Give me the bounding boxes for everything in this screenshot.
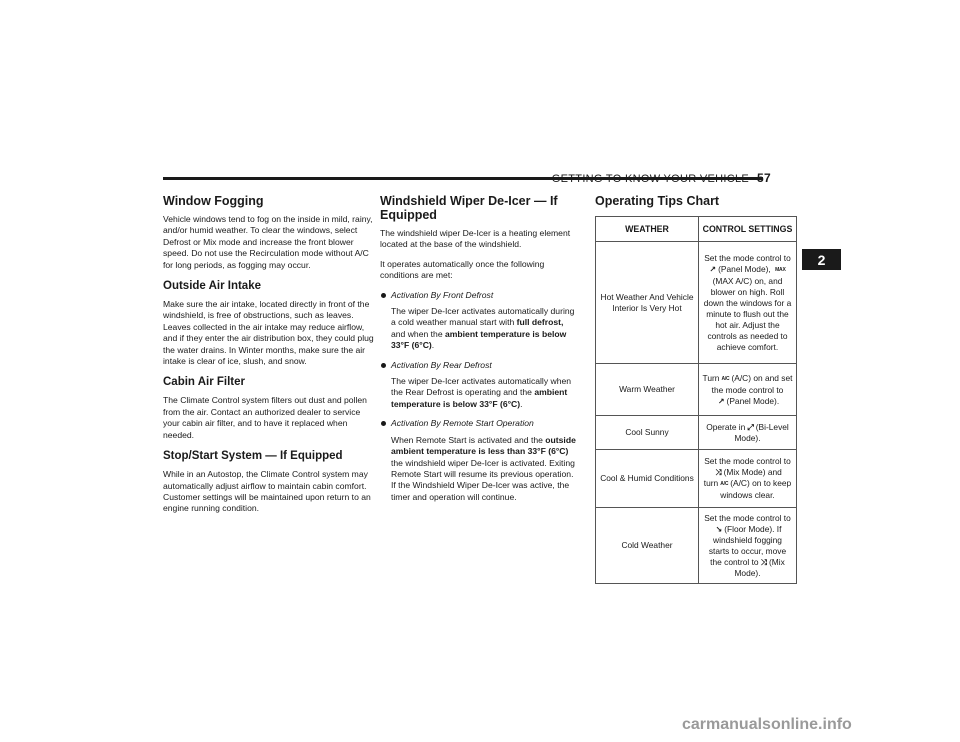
text-window-fogging: Vehicle windows tend to fog on the inside in mild, rainy, and/or humid weather. To clear the windows, select Defrost or Mix mode and increase the front blower speed. Do not use the Recirculation mode without A/C for long periods, as fogging may occur. xyxy=(163,214,373,270)
max-ac-icon: MAX xyxy=(775,266,786,273)
table-row xyxy=(596,450,797,508)
bullet-rear-defrost: Activation By Rear Defrost xyxy=(380,360,580,371)
cell-settings: Turn A/C (A/C) on and set the mode control to ↗ (Panel Mode). xyxy=(699,364,797,416)
watermark: carmanualsonline.info xyxy=(682,716,852,733)
text-cabin-filter: The Climate Control system filters out dust and pollen from the air. Contact an authorized dealer to service your cabin air filter, and to have it replaced when needed. xyxy=(163,395,367,440)
heading-outside-air: Outside Air Intake xyxy=(163,280,261,293)
heading-wiper-deicer: Windshield Wiper De-Icer — If Equipped xyxy=(380,194,558,222)
cell-settings: Set the mode control to ⤨ (Mix Mode) and turn A/C (A/C) on to keep windows clear. xyxy=(699,450,797,508)
header-weather: WEATHER xyxy=(596,217,699,242)
section-outside-air xyxy=(163,279,375,367)
column-right xyxy=(595,194,797,584)
panel-mode-icon: ↗ xyxy=(709,264,717,274)
table-row xyxy=(596,242,797,364)
text-remote-start: When Remote Start is activated and the outside ambient temperature is less than 33°F (6°C) the windshield wiper De-Icer is activated. Exiting Remote Start will resume its previous operation. If the Windshield Wiper De-Icer was active, the timer and operation will continue. xyxy=(391,434,576,502)
text-outside-air: Make sure the air intake, located directly in front of the windshield, is free of obstructions, such as leaves. Leaves collected in the air intake may reduce airflow, and if they enter the air distribution box, they could plug the water drains. In Winter months, make sure the air intake is clear of ice, slush, and snow. xyxy=(163,299,374,367)
mix-mode-icon: ⤨ xyxy=(715,468,722,477)
cell-weather: Warm Weather xyxy=(596,364,699,416)
section-stop-start xyxy=(163,449,375,515)
table-row xyxy=(596,508,797,584)
heading-stop-start: Stop/Start System — If Equipped xyxy=(163,450,343,463)
table-header-row xyxy=(596,217,797,242)
text-rear-defrost: The wiper De-Icer activates automatically when the Rear Defrost is operating and the ambient temperature is below 33°F (6°C). xyxy=(391,376,572,409)
ac-icon: A/C xyxy=(720,481,729,487)
column-middle xyxy=(380,194,580,511)
text-deicer-conditions: It operates automatically once the following conditions are met: xyxy=(380,258,545,281)
cell-settings: Set the mode control to ↗ (Panel Mode), MAX (MAX A/C) on, and blower on high. Roll down the windows for a minute to flush out the hot air. Adjust the controls as needed to achieve comfort. xyxy=(699,242,797,364)
table-row xyxy=(596,364,797,416)
section-window-fogging xyxy=(163,194,375,271)
header-control-settings: CONTROL SETTINGS xyxy=(699,217,797,242)
cell-weather: Cool Sunny xyxy=(596,416,699,450)
text-stop-start: While in an Autostop, the Climate Control system may automatically adjust airflow to maintain cabin comfort. Customer settings will be maintained upon return to an engine running condition. xyxy=(163,469,371,514)
table-row xyxy=(596,416,797,450)
floor-mode-icon: ↘ xyxy=(715,524,723,534)
heading-operating-tips: Operating Tips Chart xyxy=(595,194,720,208)
bi-level-mode-icon: ⤢ xyxy=(747,422,754,432)
cell-weather: Hot Weather And Vehicle Interior Is Very Hot xyxy=(596,242,699,364)
panel-mode-icon: ↗ xyxy=(717,396,725,406)
page-number: 57 xyxy=(757,171,771,185)
chapter-tab: 2 xyxy=(802,249,841,270)
section-cabin-filter xyxy=(163,375,375,441)
cell-settings: Set the mode control to ↘ (Floor Mode). If windshield fogging starts to occur, move the control to ⤨ (Mix Mode). xyxy=(699,508,797,584)
cell-weather: Cool & Humid Conditions xyxy=(596,450,699,508)
running-head-title: GETTING TO KNOW YOUR VEHICLE xyxy=(551,173,750,185)
bullet-front-defrost: Activation By Front Defrost xyxy=(380,290,580,301)
heading-window-fogging: Window Fogging xyxy=(163,194,264,208)
bullet-remote-start: Activation By Remote Start Operation xyxy=(380,418,580,429)
operating-tips-table xyxy=(595,216,797,584)
text-front-defrost: The wiper De-Icer activates automatically during a cold weather manual start with full defrost, and when the ambient temperature is below 33°F (6°C). xyxy=(391,306,575,351)
cell-settings: Operate in ⤢ (Bi-Level Mode). xyxy=(699,416,797,450)
mix-mode-icon: ⤨ xyxy=(760,557,767,567)
running-head xyxy=(552,171,771,185)
heading-cabin-filter: Cabin Air Filter xyxy=(163,376,245,389)
text-deicer-intro: The windshield wiper De-Icer is a heating element located at the base of the windshield. xyxy=(380,228,571,250)
ac-icon: A/C xyxy=(721,375,730,382)
column-left xyxy=(163,194,375,523)
cell-weather: Cold Weather xyxy=(596,508,699,584)
